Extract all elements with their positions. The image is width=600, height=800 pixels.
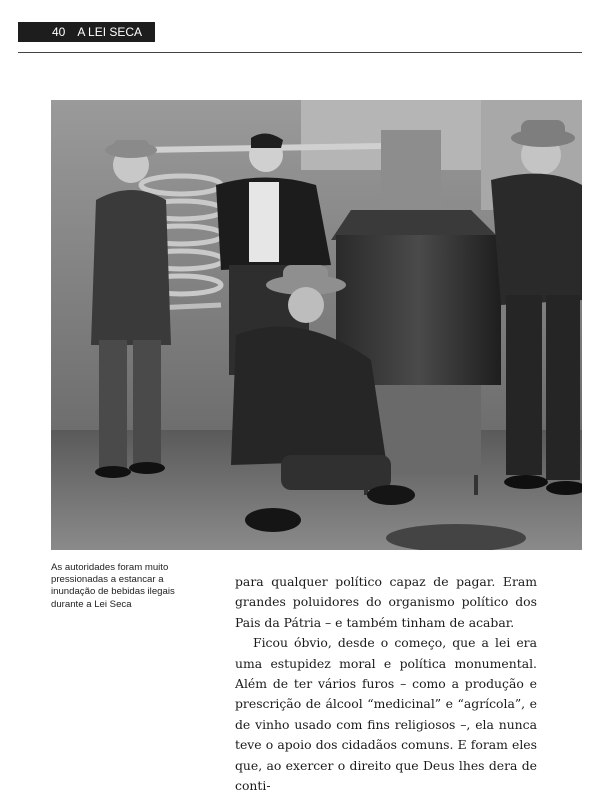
page-number: 40 xyxy=(52,25,66,39)
running-title: A LEI SECA xyxy=(77,25,143,39)
photo-caption: As autoridades foram muito pressionadas a estancar a inundação de bebidas ilegais durante a Lei Seca xyxy=(51,562,175,610)
header-divider xyxy=(18,52,582,53)
running-header xyxy=(18,22,155,42)
body-text xyxy=(235,572,537,796)
body-paragraph: para qualquer político capaz de pagar. Eram grandes poluidores do organismo político dos Pais da Pátria – e também tinham de acabar. xyxy=(235,574,537,630)
body-paragraph: Ficou óbvio, desde o começo, que a lei era uma estupidez moral e política monumental. Além de ter vários furos – como a produção e prescrição de álcool “medicinal” e “agrícola”, e de vinho usado com fins religiosos –, ela nunca teve o apoio dos cidadãos comuns. E foram eles que, ao exercer o direito que Deus lhes dera de conti- xyxy=(235,635,537,794)
prohibition-still-photo xyxy=(51,100,582,550)
